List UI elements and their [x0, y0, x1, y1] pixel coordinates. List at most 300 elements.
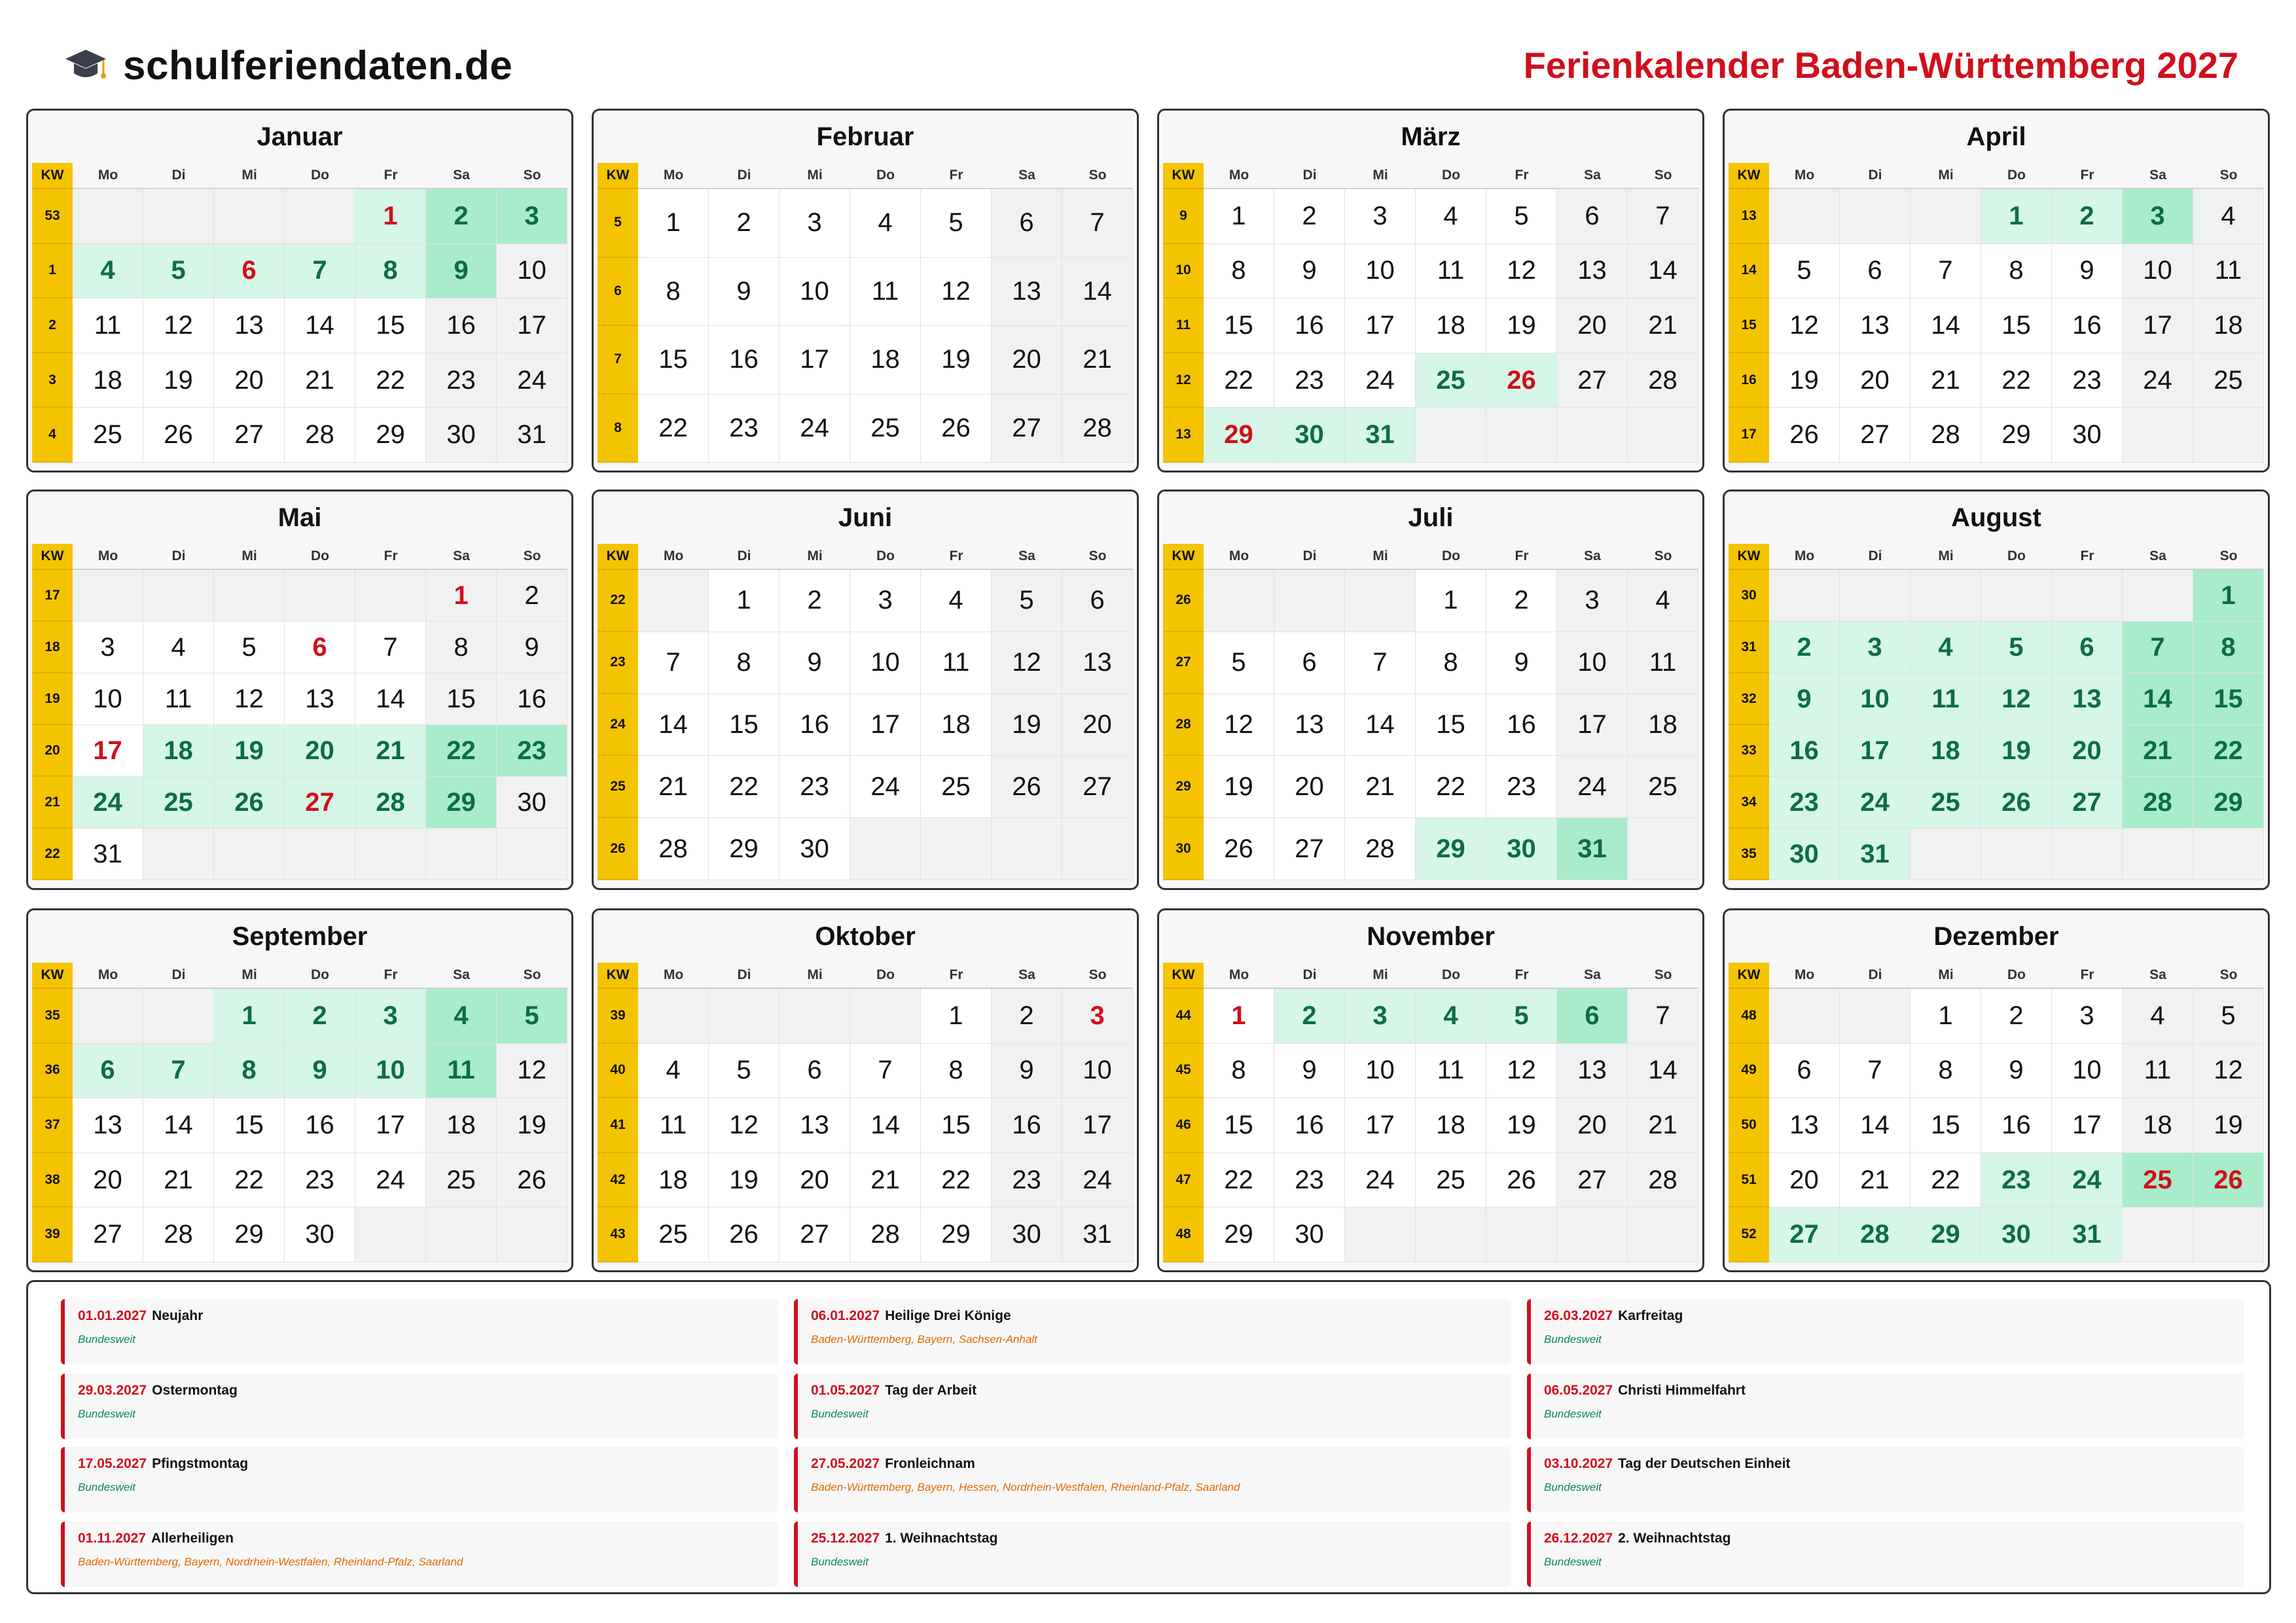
- day-cell: 19: [1204, 756, 1274, 818]
- weekday-header: Mi: [214, 544, 285, 570]
- empty-cell: [1910, 570, 1981, 622]
- week-number: 43: [598, 1207, 638, 1262]
- day-cell: 21: [1345, 756, 1416, 818]
- vacation-day: 26: [1981, 777, 2052, 829]
- weekday-header: Fr: [2052, 963, 2123, 989]
- day-cell: 30: [992, 1207, 1062, 1262]
- vacation-day: 13: [2052, 673, 2123, 725]
- month-title: Februar: [816, 122, 914, 151]
- day-cell: 20: [780, 1153, 850, 1208]
- holiday-day: 6: [285, 622, 355, 673]
- day-cell: 19: [1486, 1098, 1557, 1153]
- weekday-header: Mo: [1204, 963, 1274, 989]
- day-cell: 8: [709, 632, 780, 694]
- vacation-day: 16: [1769, 725, 1840, 777]
- day-cell: 18: [426, 1098, 497, 1153]
- empty-cell: [638, 570, 709, 632]
- day-cell: 3: [1557, 570, 1628, 632]
- page-title: Ferienkalender Baden-Württemberg 2027: [1523, 45, 2238, 86]
- day-cell: 16: [1486, 694, 1557, 757]
- holiday-item: [794, 1299, 1511, 1364]
- vacation-day: 3: [1840, 622, 1910, 673]
- day-cell: 11: [143, 673, 214, 725]
- day-cell: 6: [992, 189, 1062, 258]
- empty-cell: [2193, 829, 2264, 880]
- empty-cell: [1204, 570, 1274, 632]
- day-cell: 15: [355, 298, 426, 353]
- day-cell: 10: [1062, 1044, 1133, 1099]
- holiday-name: Neujahr: [152, 1308, 204, 1323]
- vacation-day: 4: [1416, 989, 1486, 1044]
- week-number: 52: [1729, 1207, 1769, 1262]
- weekday-header: Mo: [1769, 163, 1840, 189]
- month-title: August: [1951, 503, 2041, 532]
- vacation-day: 30: [1486, 818, 1557, 880]
- vacation-day: 1: [214, 989, 285, 1044]
- day-cell: 15: [638, 326, 709, 395]
- holiday-title: [811, 1308, 1511, 1324]
- day-cell: 13: [1769, 1098, 1840, 1153]
- week-number: 37: [32, 1098, 73, 1153]
- vacation-day: 17: [1840, 725, 1910, 777]
- day-cell: 7: [355, 622, 426, 673]
- day-cell: 29: [1204, 1207, 1274, 1262]
- empty-cell: [143, 570, 214, 622]
- week-number: 15: [1729, 298, 1769, 353]
- vacation-day: 3: [355, 989, 426, 1044]
- week-number: 41: [598, 1098, 638, 1153]
- kw-header: KW: [1729, 963, 1769, 989]
- day-cell: 11: [1416, 1044, 1486, 1099]
- day-cell: 17: [355, 1098, 426, 1153]
- week-number: 21: [32, 777, 73, 829]
- empty-cell: [285, 189, 355, 244]
- weekday-header: Do: [1981, 163, 2052, 189]
- month-title: Oktober: [815, 922, 916, 951]
- week-number: 13: [1729, 189, 1769, 244]
- day-cell: 30: [285, 1207, 355, 1262]
- day-cell: 23: [2052, 353, 2123, 408]
- holiday-item: [1527, 1447, 2244, 1512]
- day-cell: 28: [638, 818, 709, 880]
- day-cell: 29: [1981, 408, 2052, 463]
- kw-header: KW: [1163, 963, 1204, 989]
- month-grid: [1729, 163, 2264, 467]
- weekday-header: Fr: [921, 544, 992, 570]
- weekday-header: Do: [1981, 963, 2052, 989]
- empty-cell: [1769, 570, 1840, 622]
- day-cell: 18: [73, 353, 143, 408]
- day-cell: 15: [1981, 298, 2052, 353]
- day-cell: 6: [780, 1044, 850, 1099]
- holiday-scope: Bundesweit: [78, 1481, 135, 1493]
- empty-cell: [355, 570, 426, 622]
- vacation-day: 19: [1981, 725, 2052, 777]
- holiday-day: 29: [1204, 408, 1274, 463]
- holiday-scope: Bundesweit: [1544, 1333, 1602, 1346]
- vacation-day: 3: [2123, 189, 2193, 244]
- day-cell: 2: [992, 989, 1062, 1044]
- day-cell: 4: [1416, 189, 1486, 244]
- weekday-header: Di: [1840, 963, 1910, 989]
- holiday-day: 1: [426, 570, 497, 622]
- day-cell: 16: [426, 298, 497, 353]
- day-cell: 22: [1204, 353, 1274, 408]
- vacation-day: 24: [1840, 777, 1910, 829]
- day-cell: 24: [1345, 353, 1416, 408]
- day-cell: 21: [1628, 298, 1698, 353]
- vacation-day: 3: [1345, 989, 1416, 1044]
- weekday-header: Fr: [2052, 544, 2123, 570]
- empty-cell: [73, 989, 143, 1044]
- day-cell: 23: [426, 353, 497, 408]
- empty-cell: [1345, 570, 1416, 632]
- day-cell: 22: [214, 1153, 285, 1208]
- week-number: 7: [598, 326, 638, 395]
- holiday-title: [78, 1531, 778, 1546]
- week-number: 38: [32, 1153, 73, 1208]
- day-cell: 20: [214, 353, 285, 408]
- day-cell: 21: [1062, 326, 1133, 395]
- day-cell: 28: [1628, 1153, 1698, 1208]
- week-number: 39: [598, 989, 638, 1044]
- day-cell: 31: [497, 408, 567, 463]
- weekday-header: So: [1628, 963, 1698, 989]
- holiday-title: [1544, 1308, 2244, 1324]
- day-cell: 25: [1416, 1153, 1486, 1208]
- day-cell: 23: [709, 395, 780, 463]
- day-cell: 28: [285, 408, 355, 463]
- weekday-header: Di: [143, 963, 214, 989]
- month-grid: [1163, 963, 1698, 1266]
- month-title: Juni: [838, 503, 893, 532]
- day-cell: 19: [1486, 298, 1557, 353]
- day-cell: 31: [73, 829, 143, 880]
- empty-cell: [1910, 829, 1981, 880]
- day-cell: 28: [1345, 818, 1416, 880]
- day-cell: 4: [1628, 570, 1698, 632]
- vacation-day: 31: [1557, 818, 1628, 880]
- day-cell: 4: [638, 1044, 709, 1099]
- holiday-legend: [26, 1280, 2271, 1594]
- day-cell: 6: [1274, 632, 1345, 694]
- vacation-day: 14: [2123, 673, 2193, 725]
- vacation-day: 12: [1981, 673, 2052, 725]
- month-title: Juli: [1408, 503, 1454, 532]
- day-cell: 14: [850, 1098, 921, 1153]
- weekday-header: Mi: [780, 544, 850, 570]
- day-cell: 18: [921, 694, 992, 757]
- day-cell: 12: [1486, 244, 1557, 299]
- day-cell: 2: [1486, 570, 1557, 632]
- day-cell: 25: [638, 1207, 709, 1262]
- week-number: 30: [1729, 570, 1769, 622]
- day-cell: 27: [214, 408, 285, 463]
- week-number: 24: [598, 694, 638, 757]
- day-cell: 22: [1981, 353, 2052, 408]
- weekday-header: So: [2193, 963, 2264, 989]
- empty-cell: [2123, 829, 2193, 880]
- day-cell: 9: [1981, 1044, 2052, 1099]
- day-cell: 27: [780, 1207, 850, 1262]
- weekday-header: Mi: [780, 163, 850, 189]
- day-cell: 5: [2193, 989, 2264, 1044]
- day-cell: 6: [1062, 570, 1133, 632]
- holiday-name: Tag der Arbeit: [885, 1383, 977, 1398]
- holiday-day: 17: [73, 725, 143, 777]
- day-cell: 13: [1274, 694, 1345, 757]
- holiday-date: 26.03.2027: [1544, 1308, 1613, 1323]
- weekday-header: Di: [1840, 163, 1910, 189]
- vacation-day: 4: [73, 244, 143, 299]
- weekday-header: Di: [709, 544, 780, 570]
- week-number: 35: [32, 989, 73, 1044]
- empty-cell: [638, 989, 709, 1044]
- day-cell: 3: [73, 622, 143, 673]
- day-cell: 11: [921, 632, 992, 694]
- weekday-header: Di: [1840, 544, 1910, 570]
- weekday-header: Fr: [1486, 544, 1557, 570]
- vacation-day: 21: [355, 725, 426, 777]
- holiday-title: [78, 1383, 778, 1399]
- day-cell: 9: [2052, 244, 2123, 299]
- holiday-date: 25.12.2027: [811, 1531, 880, 1546]
- day-cell: 7: [1345, 632, 1416, 694]
- day-cell: 20: [992, 326, 1062, 395]
- day-cell: 26: [143, 408, 214, 463]
- day-cell: 15: [1910, 1098, 1981, 1153]
- day-cell: 4: [850, 189, 921, 258]
- day-cell: 20: [1840, 353, 1910, 408]
- day-cell: 8: [426, 622, 497, 673]
- day-cell: 12: [709, 1098, 780, 1153]
- weekday-header: Do: [850, 163, 921, 189]
- week-number: 31: [1729, 622, 1769, 673]
- vacation-day: 9: [426, 244, 497, 299]
- day-cell: 20: [1557, 298, 1628, 353]
- brand[interactable]: [64, 39, 512, 92]
- day-cell: 15: [426, 673, 497, 725]
- day-cell: 19: [992, 694, 1062, 757]
- empty-cell: [2052, 829, 2123, 880]
- vacation-day: 11: [426, 1044, 497, 1099]
- empty-cell: [1557, 1207, 1628, 1262]
- weekday-header: So: [1062, 963, 1133, 989]
- week-number: 40: [598, 1044, 638, 1099]
- holiday-title: [811, 1456, 1511, 1472]
- day-cell: 14: [1910, 298, 1981, 353]
- weekday-header: Di: [1274, 544, 1345, 570]
- day-cell: 7: [1840, 1044, 1910, 1099]
- day-cell: 17: [1062, 1098, 1133, 1153]
- month-oktober: [592, 908, 1139, 1272]
- day-cell: 7: [1628, 989, 1698, 1044]
- day-cell: 28: [1910, 408, 1981, 463]
- day-cell: 13: [73, 1098, 143, 1153]
- vacation-day: 3: [497, 189, 567, 244]
- holiday-name: Karfreitag: [1618, 1308, 1683, 1323]
- day-cell: 26: [497, 1153, 567, 1208]
- day-cell: 19: [143, 353, 214, 408]
- holiday-item: [794, 1374, 1511, 1439]
- vacation-day: 8: [214, 1044, 285, 1099]
- week-number: 47: [1163, 1153, 1204, 1208]
- week-number: 14: [1729, 244, 1769, 299]
- week-number: 53: [32, 189, 73, 244]
- empty-cell: [1840, 189, 1910, 244]
- month-november: [1157, 908, 1704, 1272]
- weekday-header: Fr: [2052, 163, 2123, 189]
- month-grid: [32, 963, 567, 1266]
- day-cell: 15: [214, 1098, 285, 1153]
- day-cell: 14: [355, 673, 426, 725]
- day-cell: 18: [638, 1153, 709, 1208]
- week-number: 26: [598, 818, 638, 880]
- empty-cell: [2052, 570, 2123, 622]
- empty-cell: [355, 1207, 426, 1262]
- holiday-title: [78, 1456, 778, 1472]
- vacation-day: 11: [1910, 673, 1981, 725]
- week-number: 22: [598, 570, 638, 632]
- day-cell: 25: [1628, 756, 1698, 818]
- months-grid: [26, 109, 2271, 1267]
- empty-cell: [1345, 1207, 1416, 1262]
- weekday-header: Do: [850, 963, 921, 989]
- day-cell: 23: [285, 1153, 355, 1208]
- day-cell: 29: [214, 1207, 285, 1262]
- empty-cell: [143, 989, 214, 1044]
- month-april: [1723, 109, 2270, 473]
- day-cell: 5: [992, 570, 1062, 632]
- weekday-header: Mo: [1204, 544, 1274, 570]
- empty-cell: [426, 829, 497, 880]
- month-grid: [598, 963, 1133, 1266]
- day-cell: 8: [638, 258, 709, 327]
- holiday-date: 29.03.2027: [78, 1383, 147, 1398]
- vacation-day: 22: [426, 725, 497, 777]
- holiday-day: 6: [214, 244, 285, 299]
- weekday-header: Di: [1274, 963, 1345, 989]
- day-cell: 1: [1204, 189, 1274, 244]
- day-cell: 4: [143, 622, 214, 673]
- weekday-header: So: [497, 544, 567, 570]
- vacation-day: 5: [143, 244, 214, 299]
- brand-name: schulferiendaten.de: [123, 43, 513, 88]
- day-cell: 11: [1628, 632, 1698, 694]
- vacation-day: 18: [1910, 725, 1981, 777]
- day-cell: 26: [921, 395, 992, 463]
- weekday-header: Sa: [426, 544, 497, 570]
- day-cell: 17: [1345, 298, 1416, 353]
- vacation-day: 20: [285, 725, 355, 777]
- day-cell: 22: [1416, 756, 1486, 818]
- vacation-day: 23: [1769, 777, 1840, 829]
- empty-cell: [850, 989, 921, 1044]
- month-september: [26, 908, 573, 1272]
- holiday-date: 06.01.2027: [811, 1308, 880, 1323]
- vacation-day: 1: [1981, 189, 2052, 244]
- weekday-header: Mo: [1769, 963, 1840, 989]
- week-number: 42: [598, 1153, 638, 1208]
- day-cell: 10: [1557, 632, 1628, 694]
- holiday-day: 27: [285, 777, 355, 829]
- weekday-header: Di: [143, 544, 214, 570]
- weekday-header: Sa: [2123, 544, 2193, 570]
- empty-cell: [1416, 408, 1486, 463]
- day-cell: 16: [780, 694, 850, 757]
- day-cell: 12: [143, 298, 214, 353]
- empty-cell: [1769, 189, 1840, 244]
- vacation-day: 25: [1416, 353, 1486, 408]
- day-cell: 17: [2123, 298, 2193, 353]
- vacation-day: 26: [214, 777, 285, 829]
- holiday-item: [794, 1522, 1511, 1587]
- holiday-name: Tag der Deutschen Einheit: [1618, 1456, 1791, 1471]
- graduation-cap-icon: [64, 46, 107, 85]
- day-cell: 6: [1840, 244, 1910, 299]
- day-cell: 27: [73, 1207, 143, 1262]
- day-cell: 16: [1274, 1098, 1345, 1153]
- vacation-day: 23: [1981, 1153, 2052, 1208]
- vacation-day: 31: [2052, 1207, 2123, 1262]
- day-cell: 28: [850, 1207, 921, 1262]
- kw-header: KW: [32, 163, 73, 189]
- holiday-item: [1527, 1299, 2244, 1364]
- vacation-day: 29: [2193, 777, 2264, 829]
- day-cell: 20: [1769, 1153, 1840, 1208]
- weekday-header: Mo: [1204, 163, 1274, 189]
- holiday-scope: Bundesweit: [1544, 1481, 1602, 1493]
- day-cell: 29: [709, 818, 780, 880]
- day-cell: 20: [1274, 756, 1345, 818]
- week-number: 28: [1163, 694, 1204, 757]
- day-cell: 23: [1274, 1153, 1345, 1208]
- empty-cell: [143, 189, 214, 244]
- vacation-day: 9: [285, 1044, 355, 1099]
- empty-cell: [992, 818, 1062, 880]
- weekday-header: Fr: [355, 544, 426, 570]
- empty-cell: [497, 1207, 567, 1262]
- vacation-day: 21: [2123, 725, 2193, 777]
- weekday-header: Fr: [1486, 963, 1557, 989]
- day-cell: 10: [497, 244, 567, 299]
- day-cell: 25: [73, 408, 143, 463]
- day-cell: 26: [709, 1207, 780, 1262]
- month-dezember: [1723, 908, 2270, 1272]
- weekday-header: Mi: [214, 163, 285, 189]
- day-cell: 26: [1204, 818, 1274, 880]
- day-cell: 12: [921, 258, 992, 327]
- day-cell: 18: [1628, 694, 1698, 757]
- day-cell: 16: [709, 326, 780, 395]
- holiday-scope: Bundesweit: [78, 1333, 135, 1346]
- day-cell: 29: [921, 1207, 992, 1262]
- weekday-header: Sa: [426, 963, 497, 989]
- empty-cell: [921, 818, 992, 880]
- weekday-header: Sa: [426, 163, 497, 189]
- weekday-header: Di: [709, 163, 780, 189]
- day-cell: 21: [285, 353, 355, 408]
- holiday-title: [78, 1308, 778, 1324]
- empty-cell: [214, 570, 285, 622]
- month-juli: [1157, 490, 1704, 890]
- kw-header: KW: [1729, 163, 1769, 189]
- vacation-day: 20: [2052, 725, 2123, 777]
- day-cell: 9: [1486, 632, 1557, 694]
- vacation-day: 24: [2052, 1153, 2123, 1208]
- week-number: 49: [1729, 1044, 1769, 1099]
- day-cell: 25: [426, 1153, 497, 1208]
